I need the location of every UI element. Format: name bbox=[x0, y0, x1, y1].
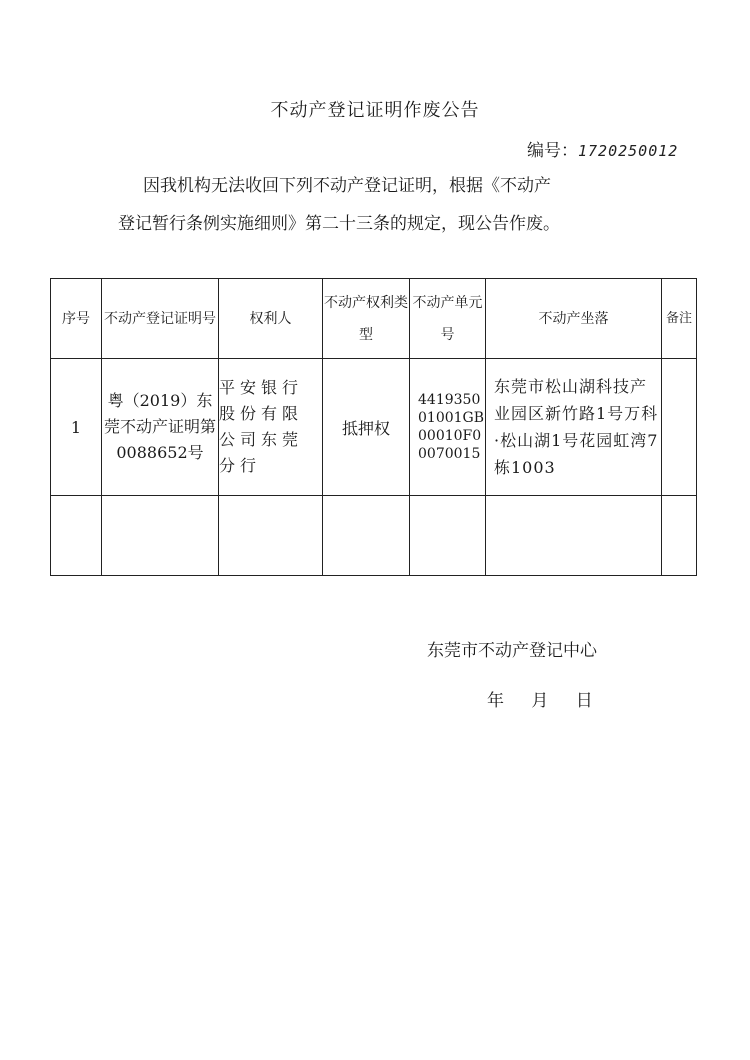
cell-location: 东莞市松山湖科技产业园区新竹路1号万科·松山湖1号花园虹湾7栋1003 bbox=[486, 359, 662, 496]
header-location: 不动产坐落 bbox=[486, 279, 662, 359]
empty-cell bbox=[662, 496, 697, 576]
cell-right-type: 抵押权 bbox=[323, 359, 410, 496]
cell-cert-no: 粤（2019）东莞不动产证明第0088652号 bbox=[102, 359, 219, 496]
cell-index: 1 bbox=[51, 359, 102, 496]
empty-cell bbox=[323, 496, 410, 576]
empty-cell bbox=[410, 496, 486, 576]
table-row bbox=[51, 359, 697, 496]
header-cert-no: 不动产登记证明号 bbox=[102, 279, 219, 359]
header-holder: 权利人 bbox=[219, 279, 323, 359]
cell-unit-no: 441935001001GB00010F00070015 bbox=[410, 359, 486, 496]
table-header-row bbox=[51, 279, 697, 359]
empty-cell bbox=[219, 496, 323, 576]
void-certificate-table bbox=[50, 278, 697, 576]
notice-paragraph-line-1: 因我机构无法收回下列不动产登记证明，根据《不动产 bbox=[143, 176, 551, 196]
header-index: 序号 bbox=[51, 279, 102, 359]
date-line: 年 月 日 bbox=[487, 691, 593, 711]
empty-cell bbox=[51, 496, 102, 576]
notice-title: 不动产登记证明作废公告 bbox=[270, 100, 480, 121]
cell-remark bbox=[662, 359, 697, 496]
issuing-organization: 东莞市不动产登记中心 bbox=[427, 641, 597, 661]
empty-cell bbox=[486, 496, 662, 576]
notice-paragraph-line-2: 登记暂行条例实施细则》第二十三条的规定，现公告作废。 bbox=[118, 214, 560, 234]
header-unit-no: 不动产单元号 bbox=[410, 279, 486, 359]
empty-cell bbox=[102, 496, 219, 576]
header-right-type: 不动产权利类型 bbox=[323, 279, 410, 359]
document-number bbox=[527, 136, 678, 161]
document-number-label: 编号： bbox=[527, 141, 578, 161]
cell-holder: 平安银行股份有限公司东莞分行 bbox=[219, 359, 323, 496]
header-remark: 备注 bbox=[662, 279, 697, 359]
document-number-value: 1720250012 bbox=[578, 142, 679, 160]
table-row-empty bbox=[51, 496, 697, 576]
